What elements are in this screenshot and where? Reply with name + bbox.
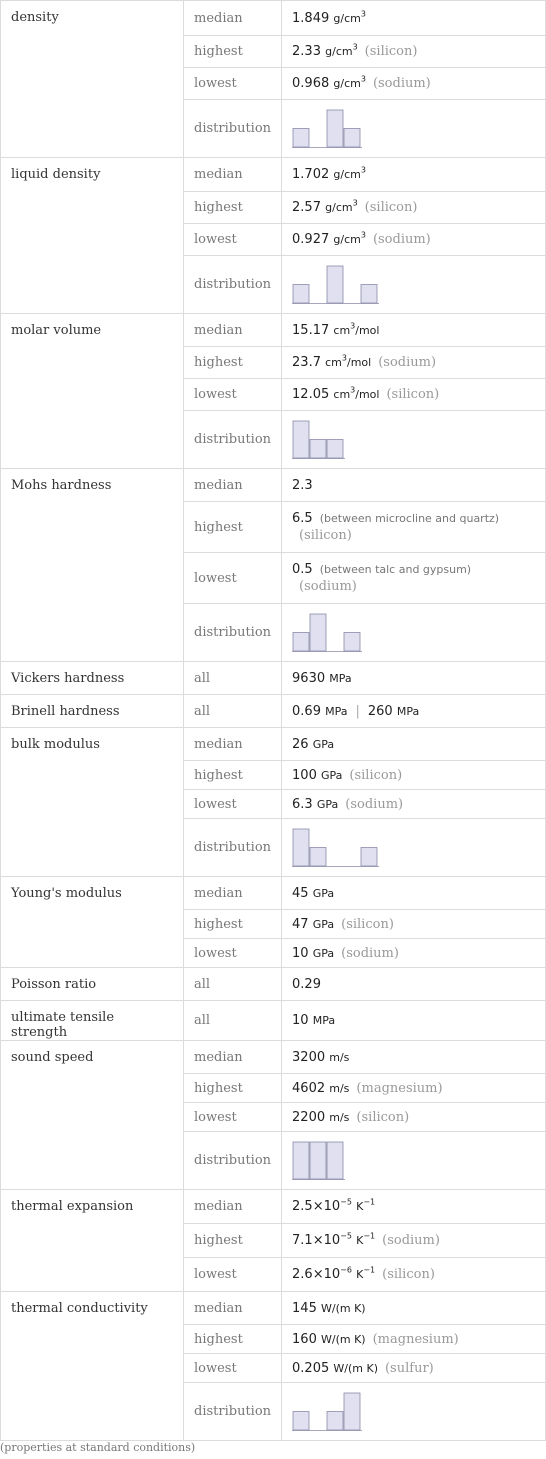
exponent: −6 xyxy=(340,1265,352,1275)
stat-label: distribution xyxy=(184,411,282,469)
stat-label: all xyxy=(184,968,282,1001)
histogram-bar xyxy=(327,1142,343,1179)
stat-label: median xyxy=(184,728,282,761)
histogram-bar xyxy=(293,284,309,303)
stat-label: median xyxy=(184,1190,282,1224)
table-row xyxy=(1,1041,546,1074)
value-number: 6.5 xyxy=(292,511,313,526)
source-element: (silicon) xyxy=(299,528,352,543)
value-unit: W/(m K) xyxy=(321,1332,366,1346)
value-unit: cm xyxy=(333,323,351,337)
value-number: 23.7 xyxy=(292,355,321,370)
stat-label: lowest xyxy=(184,379,282,411)
stat-value xyxy=(282,819,546,877)
table-row xyxy=(1,728,546,761)
stat-value xyxy=(282,1292,546,1325)
times-sign: × xyxy=(312,1267,324,1282)
property-name: thermal expansion xyxy=(1,1190,184,1292)
histogram-bar xyxy=(344,632,360,651)
source-element: (sodium) xyxy=(341,945,399,961)
times-sign: × xyxy=(312,1233,324,1248)
table-row xyxy=(1,1,546,36)
histogram-bar xyxy=(344,1393,360,1430)
source-element: (magnesium) xyxy=(372,1331,459,1347)
stat-label: lowest xyxy=(184,68,282,100)
stat-value xyxy=(282,968,546,1001)
property-name: Brinell hardness xyxy=(1,695,184,728)
distribution-histogram xyxy=(292,828,379,868)
table-row xyxy=(1,1190,546,1224)
value-number: 7.1 xyxy=(292,1233,313,1248)
stat-value xyxy=(282,100,546,158)
stat-label: all xyxy=(184,695,282,728)
value-unit: GPa xyxy=(312,917,335,931)
value-unit-suffix: /mol xyxy=(346,356,372,369)
histogram-bar xyxy=(310,614,326,651)
histogram-bar xyxy=(310,439,326,458)
table-row xyxy=(1,695,546,728)
stat-label: median xyxy=(184,877,282,910)
stat-label: median xyxy=(184,158,282,192)
stat-label: highest xyxy=(184,347,282,379)
unit-exponent: 3 xyxy=(360,230,366,240)
property-name: sound speed xyxy=(1,1041,184,1190)
stat-label: distribution xyxy=(184,1383,282,1441)
histogram-bar xyxy=(293,1142,309,1179)
stat-label: lowest xyxy=(184,224,282,256)
unit-exponent: 3 xyxy=(350,321,356,331)
value-unit: K xyxy=(356,1268,364,1281)
value-unit: g/cm xyxy=(333,11,361,25)
stat-value xyxy=(282,1354,546,1383)
histogram-bar xyxy=(361,284,377,303)
table-row xyxy=(1,469,546,502)
stat-value xyxy=(282,347,546,379)
value-unit: m/s xyxy=(329,1081,350,1095)
exponent-base: 10 xyxy=(323,1267,341,1282)
value-unit: cm xyxy=(325,356,342,369)
value-number: 0.29 xyxy=(292,976,321,992)
value-number: 2.6 xyxy=(292,1267,313,1282)
value-unit: m/s xyxy=(329,1050,350,1064)
stat-label: lowest xyxy=(184,1103,282,1132)
value-separator: | xyxy=(355,703,360,719)
value-number: 6.3 xyxy=(292,796,313,812)
table-row xyxy=(1,314,546,347)
stat-value xyxy=(282,604,546,662)
value-number: 2.33 xyxy=(292,44,321,59)
times-sign: × xyxy=(312,1199,324,1214)
histogram-bar xyxy=(327,266,343,303)
property-name: ultimate tensile strength xyxy=(1,1001,184,1041)
value-unit: g/cm xyxy=(325,45,353,58)
unit-exponent: −1 xyxy=(363,1265,376,1275)
value-comment: (between talc and gypsum) xyxy=(319,563,472,576)
unit-exponent: 3 xyxy=(352,42,358,52)
distribution-histogram xyxy=(292,1141,345,1181)
source-element: (sodium) xyxy=(299,579,357,594)
stat-label: highest xyxy=(184,1325,282,1354)
value-number: 4602 xyxy=(292,1080,326,1096)
value-number: 145 xyxy=(292,1300,317,1316)
stat-label: median xyxy=(184,1292,282,1325)
stat-label: all xyxy=(184,1001,282,1041)
value-unit: K xyxy=(356,1234,364,1247)
property-name: thermal conductivity xyxy=(1,1292,184,1441)
source-element: (silicon) xyxy=(356,1109,410,1125)
stat-label: median xyxy=(184,469,282,502)
value-number: 0.927 xyxy=(292,232,330,247)
value-unit: g/cm xyxy=(333,233,361,246)
stat-label: highest xyxy=(184,36,282,68)
stat-value xyxy=(282,1190,546,1224)
property-name: Poisson ratio xyxy=(1,968,184,1001)
source-element: (magnesium) xyxy=(356,1080,443,1096)
source-element: (sodium) xyxy=(345,796,404,812)
stat-label: all xyxy=(184,662,282,695)
value-number: 45 xyxy=(292,885,309,901)
value-number: 0.968 xyxy=(292,76,330,91)
unit-exponent: 3 xyxy=(341,353,347,363)
stat-label: distribution xyxy=(184,819,282,877)
value-unit: g/cm xyxy=(333,168,361,181)
histogram-bar xyxy=(293,1411,309,1430)
stat-value xyxy=(282,1325,546,1354)
stat-label: highest xyxy=(184,192,282,224)
value-unit: m/s xyxy=(329,1110,350,1124)
stat-value xyxy=(282,1001,546,1041)
value-unit: MPa xyxy=(312,1014,336,1027)
stat-label: distribution xyxy=(184,256,282,314)
value-unit: GPa xyxy=(316,797,339,811)
property-name: Mohs hardness xyxy=(1,469,184,662)
value-unit: W/(m K) xyxy=(333,1361,378,1375)
value-unit: MPa xyxy=(329,671,352,685)
property-name: Young's modulus xyxy=(1,877,184,968)
value-unit: W/(m K) xyxy=(321,1301,366,1315)
histogram-bar xyxy=(327,110,343,147)
stat-value xyxy=(282,36,546,68)
value-comment: (between microcline and quartz) xyxy=(319,512,500,525)
stat-value xyxy=(282,761,546,790)
stat-value xyxy=(282,469,546,502)
unit-exponent: 3 xyxy=(352,198,358,208)
distribution-histogram xyxy=(292,613,362,653)
table-row xyxy=(1,1001,546,1041)
value-unit-suffix: /mol xyxy=(355,388,380,401)
stat-label: highest xyxy=(184,1074,282,1103)
value-unit: g/cm xyxy=(325,201,353,214)
stat-value xyxy=(282,1132,546,1190)
value-number: 3200 xyxy=(292,1049,326,1065)
value-number: 2.3 xyxy=(292,477,313,493)
value-unit: GPa xyxy=(321,768,343,782)
source-element: (silicon) xyxy=(349,767,403,783)
unit-exponent: 3 xyxy=(350,385,356,395)
table-row xyxy=(1,662,546,695)
stat-value xyxy=(282,314,546,347)
stat-value xyxy=(282,939,546,968)
stat-value xyxy=(282,1383,546,1441)
unit-exponent: 3 xyxy=(360,165,366,175)
stat-label: highest xyxy=(184,502,282,553)
value-number: 0.205 xyxy=(292,1360,330,1376)
value-number: 12.05 xyxy=(292,387,330,402)
stat-value xyxy=(282,1074,546,1103)
distribution-histogram xyxy=(292,1392,362,1432)
table-row xyxy=(1,877,546,910)
value-unit: GPa xyxy=(312,737,335,751)
value-unit: MPa xyxy=(325,704,348,718)
histogram-bar xyxy=(361,847,377,866)
histogram-bar xyxy=(293,128,309,147)
value-unit-suffix: /mol xyxy=(355,323,380,337)
value-number: 10 xyxy=(292,1013,309,1028)
value-number-2: 260 xyxy=(367,703,393,719)
stat-value xyxy=(282,1224,546,1258)
stat-value xyxy=(282,68,546,100)
stat-label: median xyxy=(184,1041,282,1074)
source-element: (sulfur) xyxy=(384,1360,434,1376)
exponent: −5 xyxy=(340,1231,352,1241)
value-number: 0.5 xyxy=(292,562,313,577)
value-unit: K xyxy=(356,1200,364,1213)
stat-value xyxy=(282,662,546,695)
source-element: (sodium) xyxy=(382,1233,440,1248)
value-number: 2.5 xyxy=(292,1199,313,1214)
source-element: (silicon) xyxy=(386,387,440,402)
source-element: (silicon) xyxy=(341,916,394,932)
histogram-bar xyxy=(293,421,309,458)
stat-value xyxy=(282,910,546,939)
footnote: (properties at standard conditions) xyxy=(0,1441,196,1454)
histogram-bar xyxy=(310,1142,326,1179)
stat-label: median xyxy=(184,314,282,347)
stat-label: distribution xyxy=(184,1132,282,1190)
histogram-bar xyxy=(310,847,326,866)
value-number: 1.702 xyxy=(292,167,330,182)
stat-label: median xyxy=(184,1,282,36)
table-row xyxy=(1,1292,546,1325)
value-number: 26 xyxy=(292,736,309,752)
histogram-bar xyxy=(293,829,309,866)
stat-value xyxy=(282,224,546,256)
value-number: 2200 xyxy=(292,1109,326,1125)
stat-label: lowest xyxy=(184,939,282,968)
value-unit: GPa xyxy=(312,886,335,900)
unit-exponent: 3 xyxy=(360,9,366,19)
value-number: 10 xyxy=(292,945,309,961)
property-name: bulk modulus xyxy=(1,728,184,877)
exponent: −5 xyxy=(340,1197,352,1207)
source-element: (silicon) xyxy=(364,44,418,59)
exponent-base: 10 xyxy=(323,1199,341,1214)
distribution-histogram xyxy=(292,265,379,305)
property-name: liquid density xyxy=(1,158,184,314)
stat-value xyxy=(282,379,546,411)
exponent-base: 10 xyxy=(323,1233,341,1248)
value-number: 100 xyxy=(292,767,317,783)
stat-value xyxy=(282,877,546,910)
source-element: (sodium) xyxy=(378,355,437,370)
stat-value xyxy=(282,411,546,469)
stat-value xyxy=(282,158,546,192)
stat-label: distribution xyxy=(184,100,282,158)
stat-value xyxy=(282,728,546,761)
stat-value xyxy=(282,502,546,553)
value-unit-2: MPa xyxy=(396,704,420,718)
value-number: 15.17 xyxy=(292,322,330,338)
source-element: (sodium) xyxy=(372,76,431,91)
stat-label: lowest xyxy=(184,553,282,604)
stat-label: lowest xyxy=(184,790,282,819)
histogram-bar xyxy=(293,632,309,651)
distribution-histogram xyxy=(292,109,362,149)
stat-value xyxy=(282,553,546,604)
stat-label: distribution xyxy=(184,604,282,662)
value-number: 1.849 xyxy=(292,10,330,26)
value-number: 2.57 xyxy=(292,200,321,215)
stat-value xyxy=(282,790,546,819)
table-row xyxy=(1,158,546,192)
value-unit: cm xyxy=(333,388,351,401)
stat-value xyxy=(282,1258,546,1292)
value-number: 9630 xyxy=(292,670,326,686)
stat-value xyxy=(282,192,546,224)
property-name: density xyxy=(1,1,184,158)
stat-value xyxy=(282,1103,546,1132)
value-number: 160 xyxy=(292,1331,317,1347)
value-number: 0.69 xyxy=(292,703,321,719)
table-row xyxy=(1,968,546,1001)
unit-exponent: −1 xyxy=(363,1197,376,1207)
histogram-bar xyxy=(327,1411,343,1430)
stat-label: highest xyxy=(184,761,282,790)
source-element: (sodium) xyxy=(372,232,431,247)
stat-label: lowest xyxy=(184,1258,282,1292)
stat-value xyxy=(282,256,546,314)
stat-label: lowest xyxy=(184,1354,282,1383)
distribution-histogram xyxy=(292,420,345,460)
stat-value xyxy=(282,695,546,728)
stat-label: highest xyxy=(184,910,282,939)
histogram-bar xyxy=(344,128,360,147)
property-name: Vickers hardness xyxy=(1,662,184,695)
value-number: 47 xyxy=(292,916,309,932)
value-unit: g/cm xyxy=(333,77,361,90)
stat-value xyxy=(282,1,546,36)
source-element: (silicon) xyxy=(364,200,418,215)
property-name: molar volume xyxy=(1,314,184,469)
source-element: (silicon) xyxy=(382,1267,435,1282)
histogram-bar xyxy=(327,439,343,458)
unit-exponent: −1 xyxy=(363,1231,376,1241)
unit-exponent: 3 xyxy=(360,74,366,84)
stat-label: highest xyxy=(184,1224,282,1258)
stat-value xyxy=(282,1041,546,1074)
value-unit: GPa xyxy=(312,946,335,960)
